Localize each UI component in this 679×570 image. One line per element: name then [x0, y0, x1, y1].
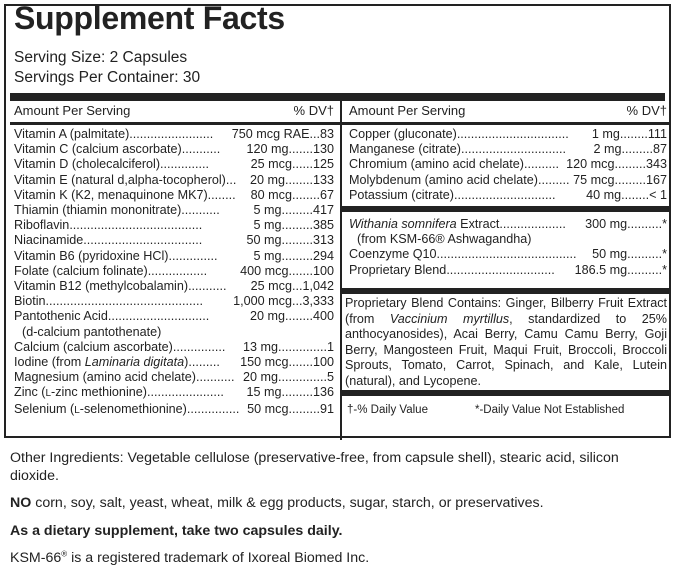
- nutrient-row: Pantothenic Acid ............................. 20 mg ........ 400: [14, 309, 334, 324]
- thick-rule-top: [10, 93, 665, 101]
- nutrient-row: Chromium (amino acid chelate) .......... 120 mcg ......... 343: [349, 157, 667, 172]
- nutrient-row: Niacinamide .................................. 50 mg ......... 313: [14, 233, 334, 248]
- footnote-daily-value: †-% Daily Value: [347, 404, 428, 416]
- directions: As a dietary supplement, take two capsules daily.: [10, 523, 343, 539]
- right-extract-list: [349, 217, 667, 278]
- nutrient-row: Vitamin B6 (pyridoxine HCl) .............. 5 mg ......... 294: [14, 248, 334, 263]
- nutrient-row: Zinc (L-zinc methionine) ...................... 15 mg ......... 136: [14, 385, 334, 400]
- nutrient-row: Proprietary Blend ............................... 186.5 mg .......... *: [349, 262, 667, 277]
- nutrient-row: Iodine (from Laminaria digitata) ......... 150 mcg ....... 100: [14, 355, 334, 370]
- footnote-not-established: *-Daily Value Not Established: [475, 404, 625, 416]
- nutrient-row: Withania somnifera Extract ................... 300 mg .......... *: [349, 217, 667, 231]
- nutrient-row: Calcium (calcium ascorbate) ............... 13 mg .............. 1: [14, 339, 334, 354]
- serving-size: Serving Size: 2 Capsules: [14, 49, 188, 66]
- nutrient-row: Vitamin E (natural d,alpha-tocopherol) ... 20 mg ........ 133: [14, 172, 334, 187]
- nutrient-row: Selenium (L-selenomethionine) ............... 50 mcg ......... 91: [14, 401, 334, 416]
- amount-per-serving-label: Amount Per Serving: [349, 103, 466, 118]
- nutrient-row: Magnesium (amino acid chelate) ........... 20 mg .............. 5: [14, 370, 334, 385]
- right-column-header: [349, 103, 667, 118]
- servings-per-container: Servings Per Container: 30: [14, 69, 201, 86]
- nutrient-row: Vitamin C (calcium ascorbate) ........... 120 mg ....... 130: [14, 142, 334, 157]
- nutrient-row: Folate (calcium folinate) ................. 400 mcg ....... 100: [14, 263, 334, 278]
- panel-title: Supplement Facts: [14, 0, 285, 36]
- nutrient-row: Riboflavin ...................................... 5 mg ......... 385: [14, 218, 334, 233]
- nutrient-row: Thiamin (thiamin mononitrate) ........... 5 mg ......... 417: [14, 203, 334, 218]
- allergen-statement: NO corn, soy, salt, yeast, wheat, milk & egg products, sugar, starch, or preservatives.: [10, 495, 544, 511]
- dv-header-label: % DV†: [293, 103, 334, 118]
- nutrient-row: Copper (gluconate) ................................ 1 mg ........ 111: [349, 127, 667, 141]
- nutrient-row: Potassium (citrate) ............................. 40 mg ........ < 1: [349, 187, 667, 202]
- right-thick-rule-1: [342, 206, 669, 212]
- left-column-header: [14, 103, 334, 118]
- right-mineral-list: [349, 127, 667, 203]
- dv-header-label: % DV†: [626, 103, 667, 118]
- other-ingredients: Other Ingredients: Vegetable cellulose (preservative-free, from capsule shell), stearic acid, silicon dioxide.: [10, 450, 619, 484]
- nutrient-row: Coenzyme Q10 ........................................ 50 mg .......... *: [349, 247, 667, 262]
- trademark-notice: KSM-66® is a registered trademark of Ixoreal Biomed Inc.: [10, 549, 370, 566]
- nutrient-row: Manganese (citrate) .............................. 2 mg ......... 87: [349, 142, 667, 157]
- right-header-rule: [342, 122, 669, 125]
- right-thick-rule-2: [342, 288, 669, 294]
- nutrient-row: Vitamin B12 (methylcobalamin) ........... 25 mcg ... 1,042: [14, 279, 334, 294]
- nutrient-row: Vitamin A (palmitate) ........................ 750 mcg RAE ... 83: [14, 127, 334, 141]
- nutrient-subtext: (from KSM-66® Ashwagandha): [357, 232, 532, 247]
- left-nutrient-list: [14, 127, 334, 418]
- nutrient-row: Biotin ............................................. 1,000 mcg ... 3,333: [14, 294, 334, 309]
- nutrient-row: Vitamin D (cholecalciferol) .............. 25 mcg ...... 125: [14, 157, 334, 172]
- right-thick-rule-3: [342, 390, 669, 396]
- nutrient-row: Molybdenum (amino acid chelate) ......... 75 mcg ......... 167: [349, 172, 667, 187]
- nutrient-subtext: (d-calcium pantothenate): [22, 324, 162, 339]
- amount-per-serving-label: Amount Per Serving: [14, 103, 131, 118]
- proprietary-blend-contents: Proprietary Blend Contains: Ginger, Bilberry Fruit Extract (from Vaccinium myrtillus, standardized to 25% anthocyanosides), Acai Berry, Camu Camu Berry, Goji Berry, Mangosteen Fruit, Maqui Fruit, Broccoli, Broccoli Sprouts, Tomato, Carrot, Spinach, and Kale, Lutein (natural), and Lycopene.: [345, 296, 667, 388]
- nutrient-row: Vitamin K (K2, menaquinone MK7) ........ 80 mcg ........ 67: [14, 187, 334, 202]
- supplement-facts-panel: [4, 0, 671, 438]
- left-header-rule: [10, 122, 340, 125]
